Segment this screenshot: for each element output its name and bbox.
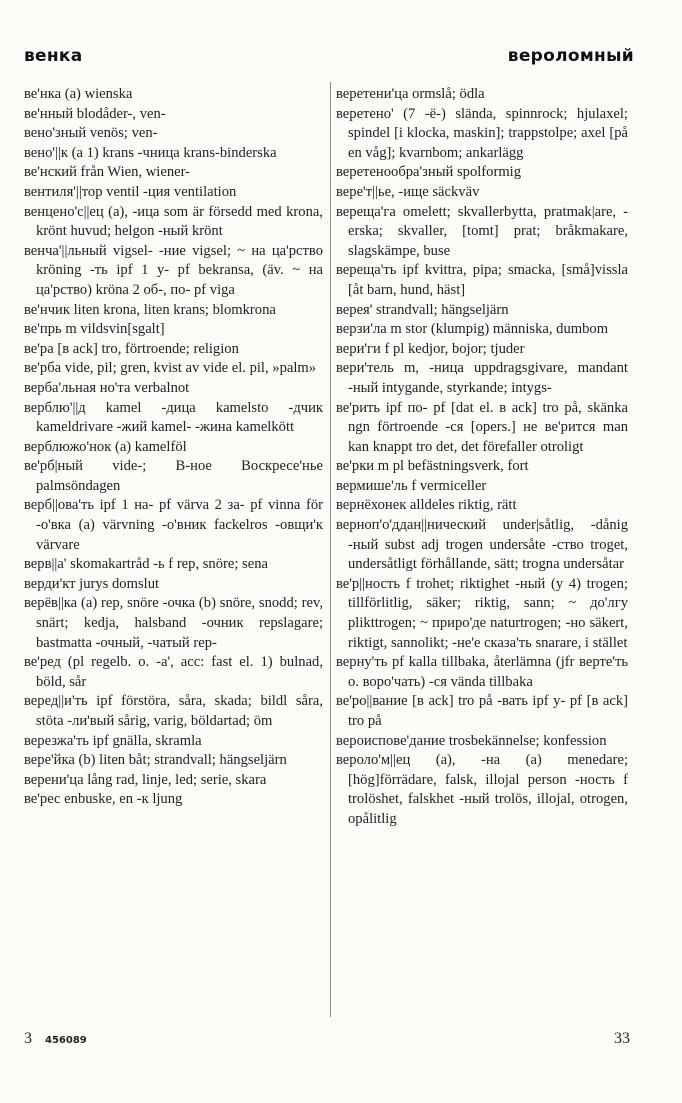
print-code: 456089 — [45, 1035, 87, 1046]
dictionary-entry: вермише'ль f vermiceller — [336, 477, 487, 494]
dictionary-entry: ве'рес enbuske, en -к ljung — [24, 791, 183, 808]
right-column — [336, 85, 628, 830]
dictionary-entry: верба'льная но'та verbalnot — [24, 379, 190, 396]
dictionary-entry: верблю'||д kamel -дица kamelsto -дчик kameldrivare -жий kamel- -жина kamelkött — [24, 399, 323, 436]
dictionary-entry: вери'тель m, -ница uppdragsgivare, mandant -ный intygande, styrkande; intygs- — [336, 360, 628, 396]
dictionary-entry: веретени'ца ormslå; ödla — [336, 86, 485, 102]
dictionary-entry: вено'||к (a 1) krans -чница krans-binderska — [24, 144, 277, 161]
running-head-left: венка — [24, 46, 83, 66]
dictionary-entry: ве'прь m vildsvin[sgalt] — [24, 321, 165, 338]
dictionary-entry: веретено' (7 -ё-) slända, spinnrock; hjulaxel; spindel [i klocka, maskin]; trappstolpe; axel [på en våg]; kvarnbom; ankarlägg — [336, 105, 628, 161]
dictionary-entry: ве'ра [в ack] tro, förtroende; religion — [24, 340, 239, 357]
dictionary-entry: вено'зный venös; ven- — [24, 125, 158, 142]
dictionary-entry: верезжа'ть ipf gnälla, skramla — [24, 732, 202, 749]
dictionary-entry: вероиспове'дание trosbekännelse; konfession — [336, 732, 607, 749]
dictionary-entry: ве'нский från Wien, wiener- — [24, 164, 191, 181]
dictionary-entry: ве'рить ipf по- pf [dat el. в ack] tro på, skänka ngn förtroende -ся [opers.] не ве'рится man kan knappt tro det, det förefaller otroligt — [336, 399, 628, 455]
dictionary-entry: верну'ть pf kalla tillbaka, återlämna (jfr верте'ть o. воро'чать) -ся vända tillbaka — [336, 654, 628, 690]
dictionary-entry: вереща'ть ipf kvittra, pipa; smacka, [små]vissla [åt barn, hund, häst] — [336, 262, 628, 298]
dictionary-entry: верди'кт jurys domslut — [24, 575, 160, 592]
dictionary-entry: ве'нка (a) wienska — [24, 86, 133, 102]
dictionary-entry: ве'ред (pl regelb. o. -a', acc: fast el. 1) bulnad, böld, sår — [24, 654, 323, 690]
running-head-right: вероломный — [507, 46, 634, 66]
dictionary-entry: ве'р||ность f trohet; riktighet -ный (у 4) trogen; tillförlitlig, säker; riktig, sann; ~ до'лгу plikttrogen; ~ приро'де naturtrogen; -но säkert, riktigt, sannolikt; -не'е сказа'ть snarare, i stället — [336, 575, 628, 651]
left-column — [24, 85, 323, 810]
dictionary-entry: верёв||ка (a) rep, snöre -очка (b) snöre, snodd; rev, snärt; kedja, halsband -очник repslagare; bastmatta -очный, -чатый rep- — [24, 595, 323, 651]
dictionary-entry: венча'||льный vigsel- -ние vigsel; ~ на ца'рство kröning -ть ipf 1 у- pf bekransa, (äv. ~ на ца'рство) kröna 2 об-, по- pf viga — [24, 242, 323, 298]
dictionary-entry: верени'ца lång rad, linje, led; serie, skara — [24, 771, 267, 788]
dictionary-entry: ве'нчик liten krona, liten krans; blomkrona — [24, 301, 276, 318]
dictionary-entry: верея' strandvall; hängseljärn — [336, 301, 509, 318]
dictionary-entry: ве'рба vide, pil; gren, kvist av vide el. pil, »palm» — [24, 360, 317, 377]
dictionary-entry: верб||ова'ть ipf 1 на- pf värva 2 за- pf vinna för -о'вка (a) värvning -о'вник fackelros -овщи'к värvare — [24, 497, 323, 553]
dictionary-entry: вере'т||ье, -ище säckväv — [336, 183, 480, 200]
dictionary-entry: вереща'га omelett; skvallerbytta, pratmak|are, -erska; skvaller, [tomt] prat; bråkmakare, slagskämpe, buse — [336, 203, 628, 259]
dictionary-entry: веред||и'ть ipf förstöra, såra, skada; bildl såra, stöta -ли'вый sårig, varig, böldartad; öm — [24, 693, 323, 729]
column-divider — [330, 82, 331, 1017]
dictionary-entry: верноп'о'ддан||нический under|såtlig, -dånig -ный subst adj trogen undersåte -ство troget, undersåtligt förhållande, sätt; trogna undersåtar — [336, 517, 628, 573]
dictionary-entry: венцено'с||ец (a), -ица som är försedd med krona, krönt huvud; helgon -ный krönt — [24, 203, 323, 240]
dictionary-entry: ве'рб|ный vide-; В-ное Воскресе'нье palmsöndagen — [24, 458, 323, 494]
dictionary-entry: верблюжо'нок (a) kamelföl — [24, 438, 187, 455]
dictionary-entry: ве'рки m pl befästningsverk, fort — [336, 458, 529, 475]
dictionary-entry: вери'ги f pl kedjor, bojor; tjuder — [336, 340, 525, 357]
dictionary-entry: веретенообра'зный spolformig — [336, 164, 522, 181]
dictionary-entry: верзи'ла m stor (klumpig) människa, dumbom — [336, 321, 609, 338]
dictionary-entry: ве'нный blodåder-, ven- — [24, 105, 166, 122]
dictionary-entry: вере'йка (b) liten båt; strandvall; hängseljärn — [24, 752, 287, 769]
dictionary-entry: вернёхонек alldeles riktig, rätt — [336, 497, 517, 514]
dictionary-entry: ве'ро||вание [в ack] tro på -вать ipf у- pf [в ack] tro på — [336, 693, 628, 729]
dictionary-entry: вероло'м||ец (a), -на (a) menedare; [hög]förrädare, falsk, illojal person -ность f trolöshet, falskhet -ный trolös, illojal, otrogen, opålitlig — [336, 752, 628, 827]
signature-mark: 3 — [24, 1030, 32, 1047]
dictionary-entry: верв||а' skomakartråd -ь f rep, snöre; sena — [24, 556, 268, 573]
page-number: 33 — [614, 1030, 630, 1047]
dictionary-entry: вентиля'||тор ventil -ция ventilation — [24, 183, 237, 200]
